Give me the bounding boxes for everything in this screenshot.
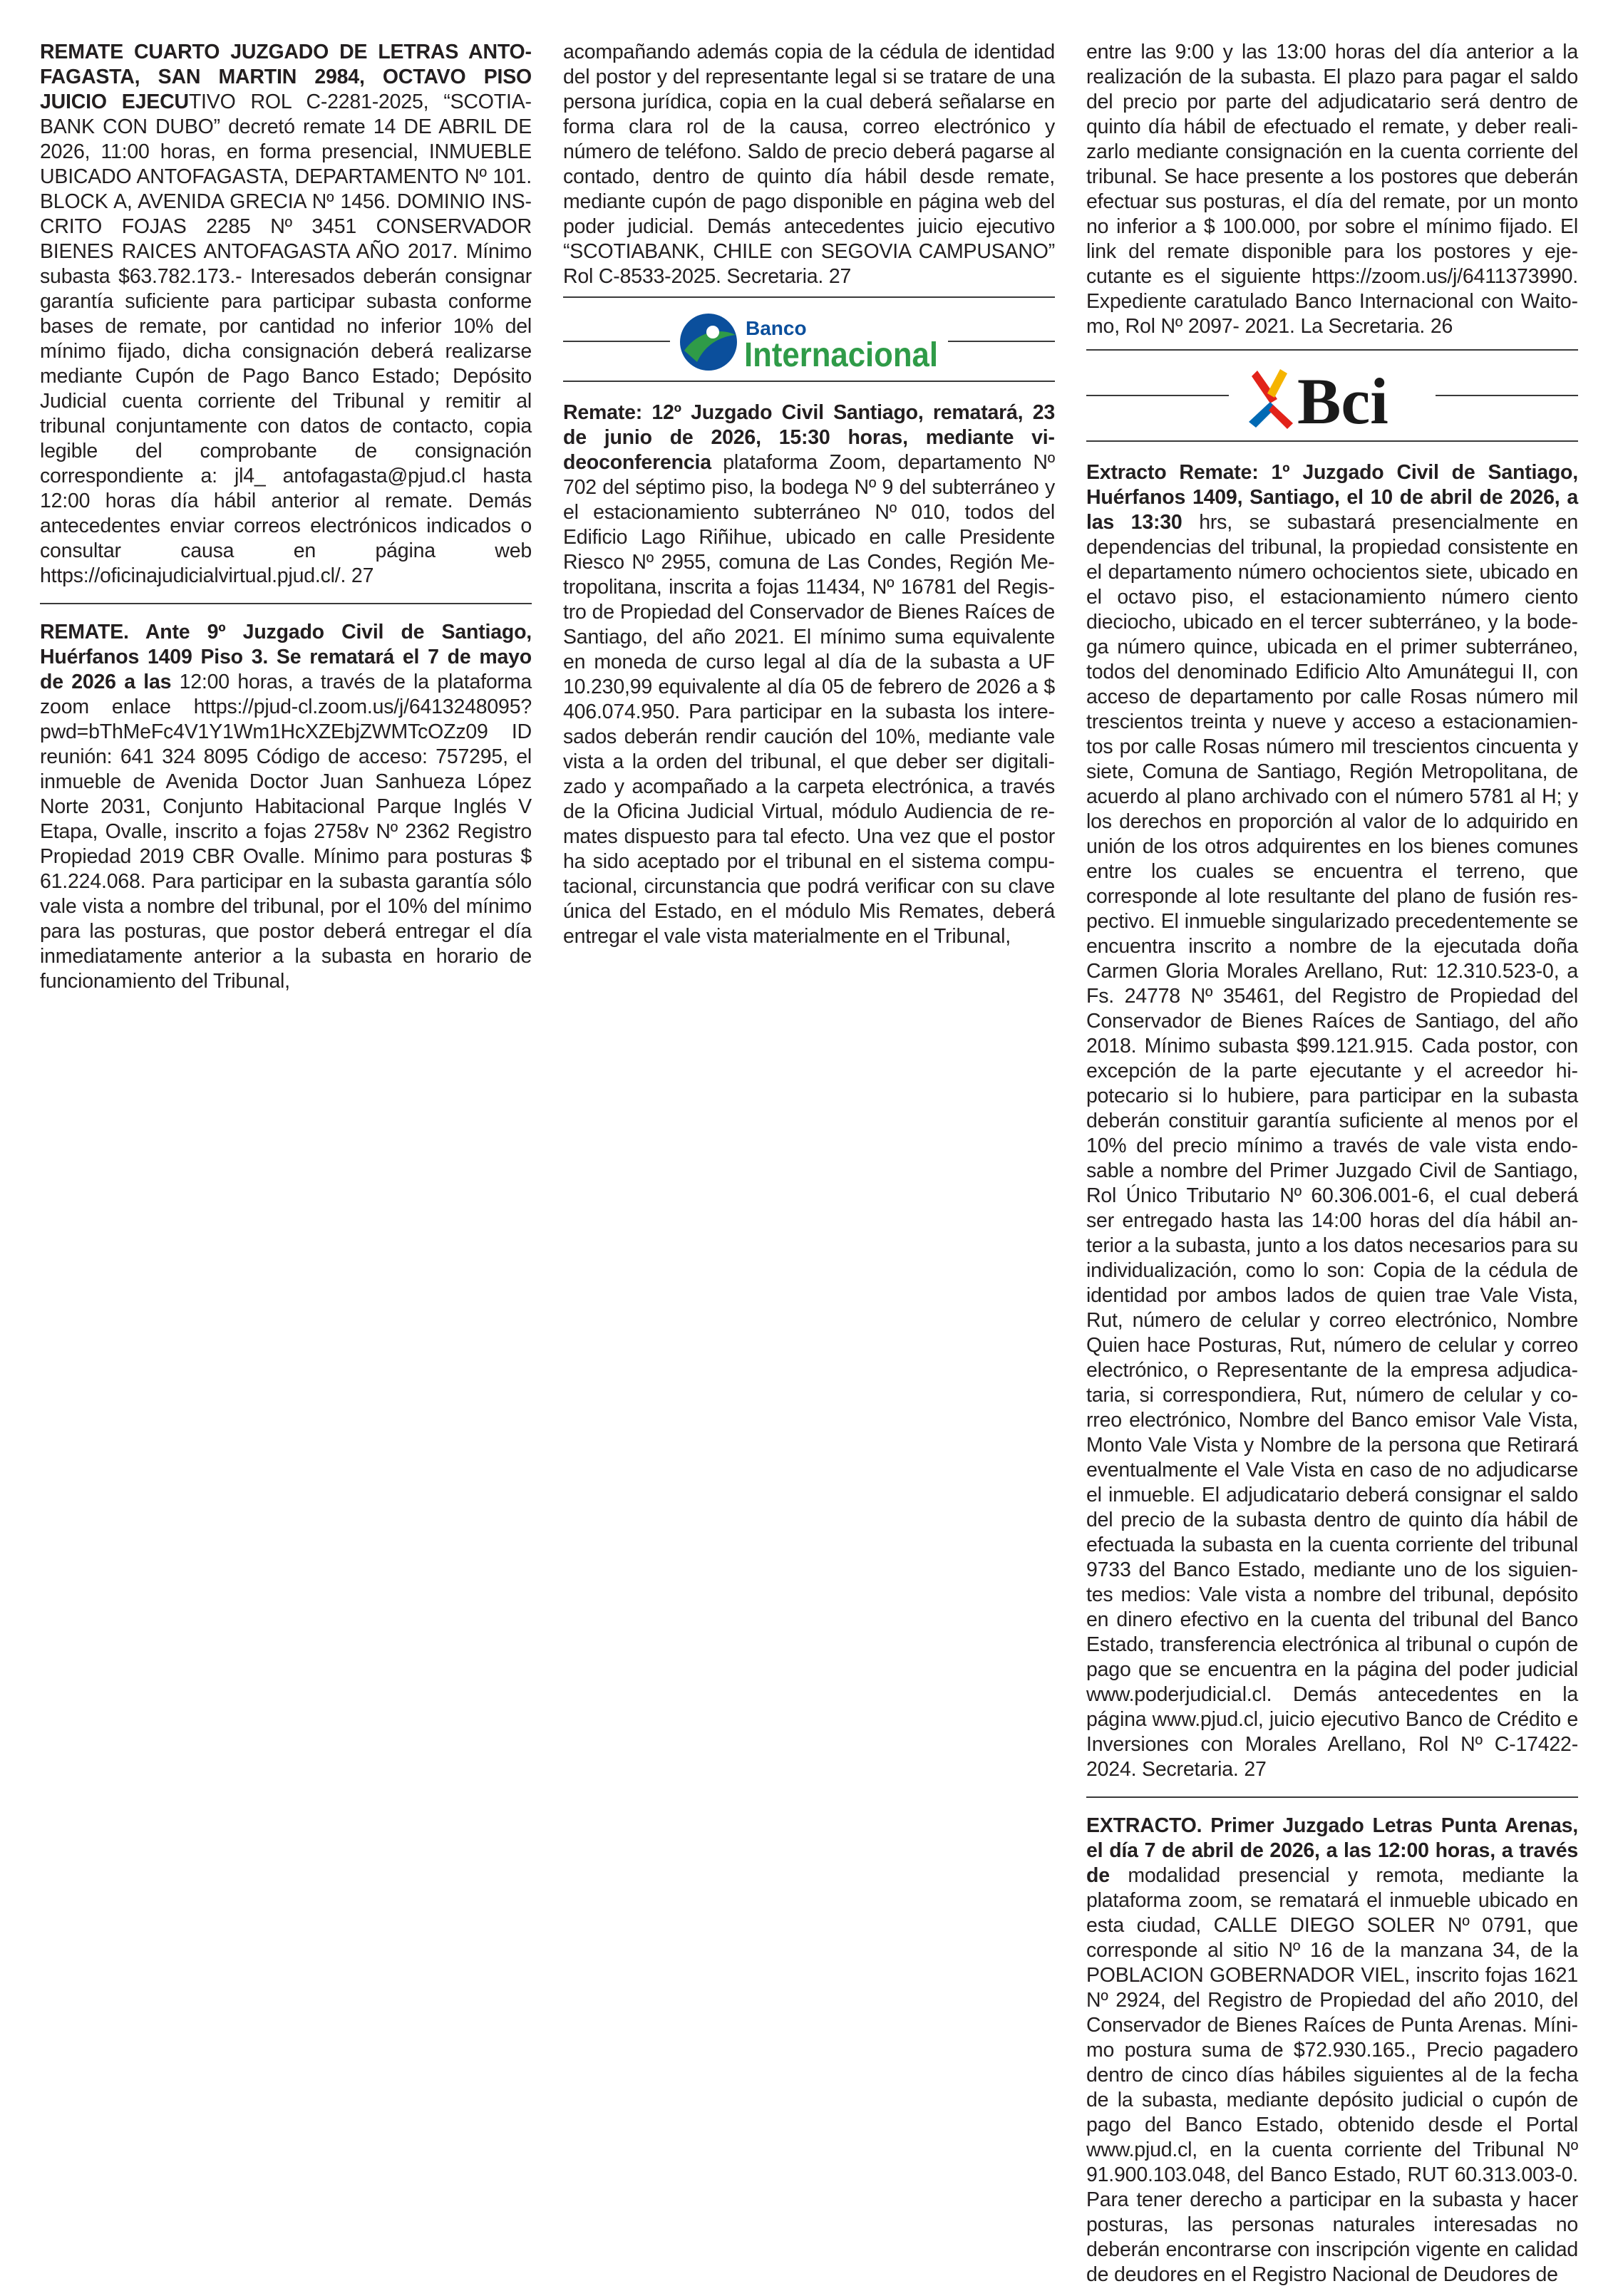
banco-internacional-logo (677, 306, 941, 375)
column-3 (1086, 40, 1578, 2287)
notice-noveno-santiago (40, 620, 532, 994)
divider-line (1436, 395, 1578, 396)
divider-line (563, 381, 1055, 382)
bci-logo (1236, 362, 1428, 430)
notice-punta-arenas (1086, 1814, 1578, 2287)
banco-internacional-logo-graphic (677, 306, 941, 375)
notice-body: entre las 9:00 y las 13:00 horas del día anterior a la realización de la subasta. El plazo para pagar el saldo del precio por parte del adjudicatario será dentro de quinto día hábil de efectuado el remate, y deber realizarlo mediante consignación en la cuenta corriente del tribunal. Se hace presente a los postores que deberán efectuar sus posturas, el día del remate, por un monto no inferior a $ 100.000, por sobre el mínimo fijado. El link del remate disponible para los postores y ejecutante es el siguiente https://zoom.us/j/6411373990. Expediente caratulado Banco Internacional con Waitomo, Rol Nº 2097- 2021. La Secretaria. 26 (1086, 41, 1578, 338)
column-2 (563, 40, 1055, 949)
bci-mark-red2-icon (1269, 405, 1293, 429)
divider-line (563, 296, 1055, 298)
notice-body: modalidad presencial y remota, mediante la plataforma zoom, se rematará el inmueble ubicado en esta ciudad, CALLE DIEGO SOLER Nº 0791, que corresponde al sitio Nº 16 de la manzana 34, de la POBLACION GOBERNADOR VIEL, inscrito fojas 1621 Nº 2924, del Registro de Propiedad del año 2010, del Conservador de Bienes Raíces de Punta Arenas. Mínimo postura suma de $72.930.165., Precio pagadero dentro de cinco días hábiles siguientes al de la fecha de la subasta, mediante depósito judicial o cupón de pago del Banco Estado, obtenido desde el Portal www.pjud.cl, en la cuenta corriente del Tribunal Nº 91.900.103.048, del Banco Estado, RUT 60.313.003-0. Para tener derecho a participar en la subasta y hacer posturas, las personas naturales interesadas no deberán encontrarse con inscripción vigente en calidad de deudores en el Registro Nacional de Deudores de (1086, 1864, 1578, 2286)
notice-body: hrs, se subastará presencialmente en dependencias del tribunal, la propiedad consistente en el departamento número ochocientos siete, ubicado en el octavo piso, el estacionamiento número ciento dieciocho, ubicado en el tercer subterráneo, y la bodega número quince, ubicada en el primer subterráneo, todos del denominado Edificio Alto Amunátegui II, con acceso de departamento por calle Rosas número mil trescientos treinta y nueve y acceso a estacionamientos por calle Rosas número mil trescientos cincuenta y siete, Comuna de Santiago, Región Metropolitana, de acuerdo al plano archivado con el número 5781 al H; y los derechos en proporción al valor de lo adquirido en unión de los otros adquirentes en los bienes comunes entre los cuales se encuentra el terreno, que corresponde al lote resultante del plano de fusión respectivo. El inmueble singularizado precedentemente se encuentra inscrito a nombre de la ejecutada doña Carmen Gloria Morales Arellano, Rut: 12.310.523-0, a Fs. 24778 Nº 35461, del Registro de Propiedad del Conservador de Bienes Raíces de Santiago, del año 2018. Mínimo subasta $99.121.915. Cada postor, con excepción de la parte ejecutante y el acreedor hipotecario si lo hubiere, para participar en la subasta deberán constituir garantía suficiente al menos por el 10% del precio mínimo a través de vale vista endosable a nombre del Primer Juzgado Civil de Santiago, Rol Único Tributario Nº 60.306.001-6, el cual deberá ser entregado hasta las 14:00 horas del día hábil anterior a la subasta, junto a los datos necesarios para su individualización, como lo son: Copia de la cédula de identidad por ambos lados de quien trae Vale Vista, Rut, número de celular y correo electrónico, Nombre Quien hace Posturas, Rut, número de celular y correo electrónico, o Representante de la empresa adjudicataria, si correspondiera, Rut, número de celular y correo electrónico, Nombre del Banco emisor Vale Vista, Monto Vale Vista y Nombre de la persona que Retirará eventualmente el Vale Vista en caso de no adjudicarse el inmueble. El adjudicatario deberá consignar el saldo del precio de la subasta dentro de quinto día hábil de efectuada la subasta en la cuenta corriente del tribunal 9733 del Banco Estado, mediante uno de los siguientes medios: Vale vista a nombre del tribunal, depósito en dinero efectivo en la cuenta del tribunal del Banco Estado, transferencia electrónica al tribunal o cupón de pago que se encuentra en la página del poder judicial www.poderjudicial.cl. Demás antecedentes en la página www.pjud.cl, juicio ejecutivo Banco de Crédito e Inversiones con Morales Arellano, Rol Nº C-17422-2024. Secretaria. 27 (1086, 511, 1578, 1781)
bci-mark-blue-icon (1249, 402, 1276, 428)
logo-word-internacional: Internacional (744, 336, 938, 374)
divider-line (563, 341, 670, 342)
bci-wordmark: Bci (1297, 365, 1388, 430)
bci-logo-band (1086, 349, 1578, 442)
notice-body: plataforma Zoom, departamento Nº 702 del séptimo piso, la bodega Nº 9 del subterráneo y el estacionamiento subterráneo Nº 010, todos del Edificio Lago Riñihue, ubicado en calle Presidente Riesco Nº 2955, comuna de Las Condes, Región Metropolitana, inscrita a fojas 11434, Nº 16781 del Registro de Propiedad del Conservador de Bienes Raíces de Santiago, del año 2021. El mínimo suma equivalente en moneda de curso legal al día de la subasta a UF 10.230,99 equivalente al día 05 de febrero de 2026 a $ 406.074.950. Para participar en la subasta los interesados deberán rendir caución del 10%, mediante vale vista a la orden del tribunal, el que deber ser digitalizado y acompañado a la carpeta electrónica, a través de la Oficina Judicial Virtual, módulo Audiencia de remates dispuesto para tal efecto. Una vez que el postor ha sido aceptado por el tribunal en el sistema computacional, circunstancia que podrá verificar con su clave única del Estado, en el módulo Mis Remates, deberá entregar el vale vista materialmente en el Tribunal, (563, 451, 1055, 948)
bci-logo-graphic (1236, 362, 1428, 430)
column-divider (1086, 1796, 1578, 1798)
banco-internacional-logo-band (563, 296, 1055, 382)
divider-line (1086, 395, 1229, 396)
notice-lead: Remate: 12º Juzgado Civil Santiago, rematará, 23 de junio de 2026, 15:30 horas, mediante videoconferencia (563, 401, 1055, 474)
divider-line (1086, 440, 1578, 442)
notice-lead: Extracto Remate: 1º Juzgado Civil de Santiago, Huérfanos 1409, Santiago, el 10 de abril de 2026, a las 13:30 (1086, 461, 1578, 534)
logo-dot-icon (706, 326, 719, 338)
column-1 (40, 40, 532, 994)
notice-lead: REMATE CUARTO JUZGADO DE LETRAS ANTOFAGASTA, SAN MARTIN 2984, OCTAVO PISO JUICIO EJECU (40, 41, 532, 113)
column-divider (40, 603, 532, 604)
notice-antofagasta (40, 40, 532, 589)
notice-body: TIVO ROL C-2281-2025, “SCOTIABANK CON DUBO” decretó remate 14 DE ABRIL DE 2026, 11:00 horas, en forma presencial, INMUEBLE UBICADO ANTOFAGASTA, DEPARTAMENTO Nº 101. BLOCK A, AVENIDA GRECIA Nº 1456. DOMINIO INSCRITO FOJAS 2285 Nº 3451 CONSERVADOR BIENES RAICES ANTOFAGASTA AÑO 2017. Mínimo subasta $63.782.173.- Interesados deberán consignar garantía suficiente para participar subasta conforme bases de remate, por cantidad no inferior 10% del mínimo fijado, dicha consignación deberá realizarse mediante Cupón de Pago Banco Estado; Depósito Judicial cuenta corriente del Tribunal y remitir al tribunal conjuntamente con datos de contacto, copia legible del comprobante de consignación correspondiente a: jl4_ antofagasta@pjud.cl hasta 12:00 horas día hábil anterior al remate. Demás antecedentes enviar correos electrónicos indicados o consultar causa en página web https://oficinajudicialvirtual.pjud.cl/. 27 (40, 91, 532, 587)
notice-lead: EXTRACTO. Primer Juzgado Letras Punta Arenas, el día 7 de abril de 2026, a las 12:00 horas, a través de (1086, 1814, 1578, 1887)
divider-line (948, 341, 1055, 342)
notice-doce-santiago-continued (1086, 40, 1578, 339)
notice-body: acompañando además copia de la cédula de identidad del postor y del representante legal si se tratare de una persona jurídica, copia en la cual deberá señalarse en forma clara rol de la causa, correo electrónico y número de teléfono. Saldo de precio deberá pagarse al contado, dentro de quinto día hábil desde remate, mediante cupón de pago disponible en página web del poder judicial. Demás antecedentes juicio ejecutivo “SCOTIABANK, CHILE con SEGOVIA CAMPUSANO” Rol C-8533-2025. Secretaria. 27 (563, 41, 1055, 288)
notice-body: 12:00 horas, a través de la plataforma zoom enlace https://pjud-cl.zoom.us/j/6413248095?pwd=bThMeFc4V1Y1Wm1HcXZEbjZWMTcOZz09 ID reunión: 641 324 8095 Código de acceso: 757295, el inmueble de Avenida Doctor Juan Sanhueza López Norte 2031, Conjunto Habitacional Parque Inglés V Etapa, Ovalle, inscrito a fojas 2758v Nº 2362 Registro Propiedad 2019 CBR Ovalle. Mínimo para posturas $ 61.224.068. Para participar en la subasta garantía sólo vale vista a nombre del tribunal, por el 10% del mínimo para las posturas, que postor deberá entregar el día inmediatamente anterior a la subasta en horario de funcionamiento del Tribunal, (40, 671, 532, 993)
logo-word-banco: Banco (746, 317, 807, 339)
notice-doce-santiago (563, 400, 1055, 949)
divider-line (1086, 349, 1578, 351)
notice-primero-santiago (1086, 460, 1578, 1782)
notice-noveno-santiago-continued (563, 40, 1055, 289)
bci-mark-yellow-icon (1267, 369, 1287, 398)
notice-lead: REMATE. Ante 9º Juzgado Civil de Santiago, Huérfanos 1409 Piso 3. Se rematará el 7 de mayo de 2026 a las (40, 621, 532, 693)
